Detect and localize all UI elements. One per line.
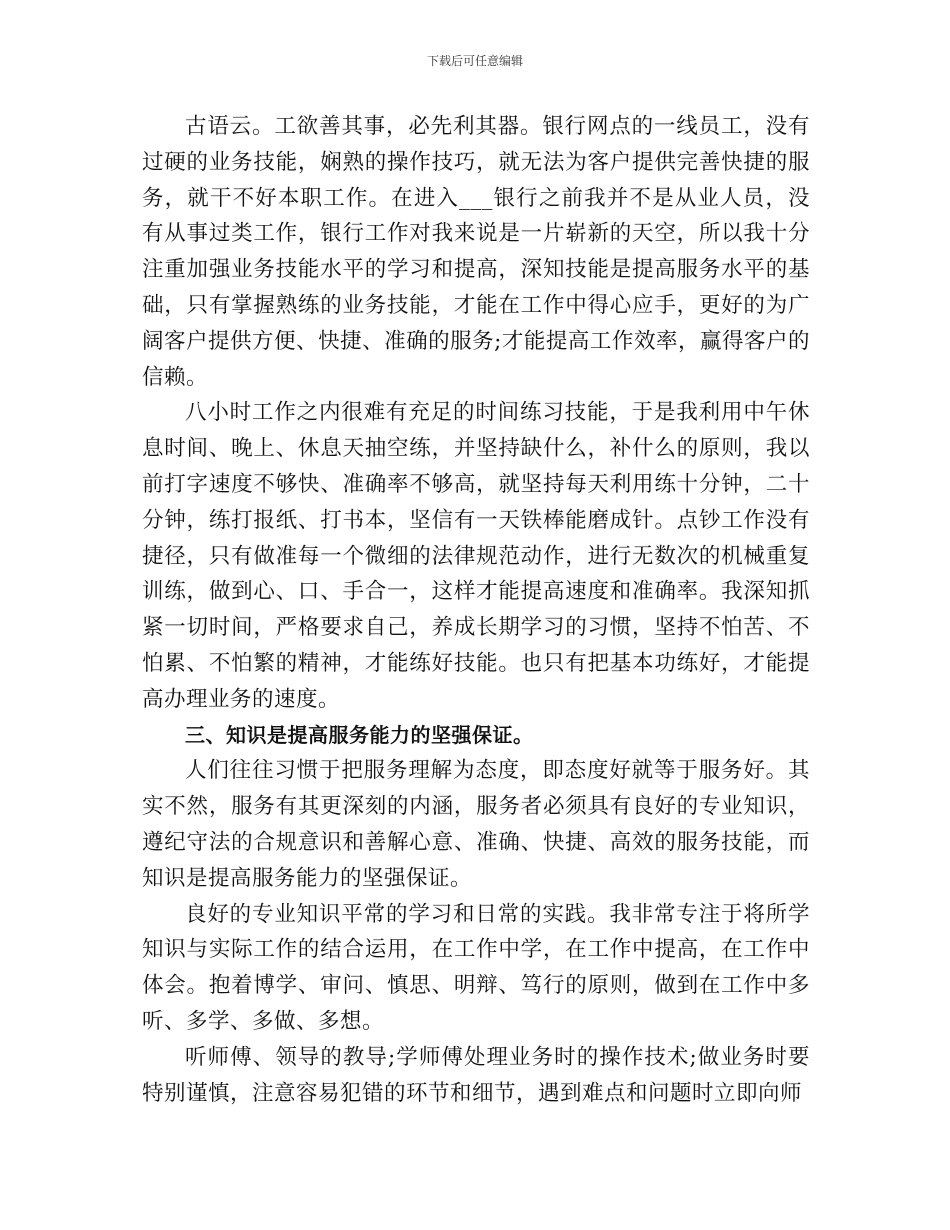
paragraph-service-knowledge: 人们往往习惯于把服务理解为态度，即态度好就等于服务好。其实不然，服务有其更深刻的内涵，服务者必须具有良好的专业知识，遵纪守法的合规意识和善解心意、准确、快捷、高效的服务技能，而知识是提高服务能力的坚强保证。 xyxy=(142,758,810,891)
paragraph-practice-time: 八小时工作之内很难有充足的时间练习技能，于是我利用中午休息时间、晚上、休息天抽空练，并坚持缺什么，补什么的原则，我以前打字速度不够快、准确率不够高，就坚持每天利用练十分钟，二十分钟，练打报纸、打书本，坚信有一天铁棒能磨成针。点钞工作没有捷径，只有做准每一个微细的法律规范动作，进行无数次的机械重复训练，做到心、口、手合一，这样才能提高速度和准确率。我深知抓紧一切时间，严格要求自己，养成长期学习的习惯，坚持不怕苦、不怕累、不怕繁的精神，才能练好技能。也只有把基本功练好，才能提高办理业务的速度。 xyxy=(142,400,810,712)
section-heading: 三、知识是提高服务能力的坚强保证。 xyxy=(185,722,534,747)
page-header: 下载后可任意编辑 xyxy=(426,54,523,68)
document-body xyxy=(142,109,810,1111)
paragraph-learn-from-mentor: 听师傅、领导的教导;学师傅处理业务时的操作技术;做业务时要特别谨慎，注意容易犯错的环节和细节，遇到难点和问题时立即向师 xyxy=(142,1044,810,1106)
paragraph-skills-intro: 古语云。工欲善其事，必先利其器。银行网点的一线员工，没有过硬的业务技能，娴熟的操作技巧，就无法为客户提供完善快捷的服务，就干不好本职工作。在进入___银行之前我并不是从业人员，没有从事过类工作，银行工作对我来说是一片崭新的天空，所以我十分注重加强业务技能水平的学习和提高，深知技能是提高服务水平的基础，只有掌握熟练的业务技能，才能在工作中得心应手，更好的为广阔客户提供方便、快捷、准确的服务;才能提高工作效率，赢得客户的信赖。 xyxy=(142,114,810,390)
paragraph-professional-knowledge: 良好的专业知识平常的学习和日常的实践。我非常专注于将所学知识与实际工作的结合运用，在工作中学，在工作中提高，在工作中体会。抱着博学、审问、慎思、明辩、笃行的原则，做到在工作中多听、多学、多做、多想。 xyxy=(142,901,810,1034)
